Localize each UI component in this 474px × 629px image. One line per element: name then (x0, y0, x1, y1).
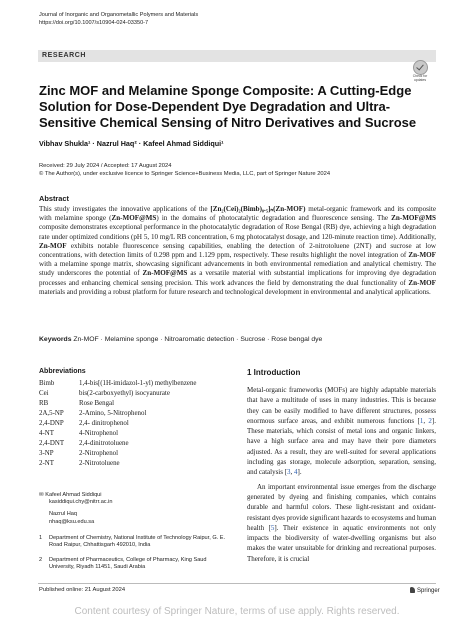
section-label: RESEARCH (42, 51, 87, 59)
affiliation-number: 2 (39, 557, 43, 563)
abbreviation-row (39, 419, 196, 429)
affiliation-text: Department of Pharmaceutics, College of Pharmacy, King Saud University, Riyadh 11451, Saudi Arabia (49, 557, 207, 571)
affiliation-2 (39, 557, 229, 571)
intro-text: An important environmental issue emerges from the discharge generated by dyeing and finishing companies, which contains durable and harmful colors. These light-resistant and oxidant-resistant dyes provide significant hazards to ecosystems and human health [ (247, 482, 436, 532)
intro-paragraph-1 (247, 385, 436, 478)
section-bar (38, 50, 436, 62)
composite-name: Zn-MOF@MS (111, 214, 157, 223)
introduction-body (247, 385, 436, 564)
corresponding-email[interactable]: kasiddiqui.chy@nitrr.ac.in (49, 499, 113, 506)
check-for-updates-badge[interactable] (408, 60, 432, 82)
abstract-part: with a melamine sponge matrix, showcasing significant advancements in both environmental remediation and analytical chemistry. The study underscores the potential of (39, 260, 436, 278)
abbreviation-term: 3-NP (39, 450, 54, 457)
abbreviation-definition: 2-Nitrotoluene (79, 460, 120, 467)
abbreviation-definition: 2-Amino, 5-Nitrophenol (79, 410, 147, 417)
received-accepted: Received: 29 July 2024 / Accepted: 17 August 2024 (39, 163, 172, 169)
mof-name: Zn-MOF (408, 278, 436, 287)
abbreviation-definition: bis(2-carboxyethyl) isocyanurate (79, 390, 170, 397)
abstract-part: composite demonstrates exceptional performance in the photocatalytic degradation of Rose Bengal (RB) dye, achieving a high degradation rate under optimized conditions (pH 5, 10 mg/L RB concentration, 6 mg photocatalyst dosage, and 120-minute reaction time). Additionally, (39, 223, 436, 241)
abbreviation-row (39, 389, 196, 399)
abbreviation-term: Bimb (39, 380, 55, 387)
abstract-part: exhibits notable fluorescence sensing capabilities, enabling the detection of 2-nitrotoluene (2NT) and sucrose at low concentrations, with detection limits of 0.298 ppm and 1.129 ppm, respectively. These results highlight the novel integration of (39, 241, 436, 260)
abbreviation-definition: 2-Nitrophenol (79, 450, 119, 457)
abbreviation-term: 2A,5-NP (39, 410, 64, 417)
abbreviation-row (39, 429, 196, 439)
article-dates (39, 162, 330, 178)
keywords-list: Zn-MOF · Melamine sponge · Nitroaromatic detection · Sucrose · Rose bengal dye (73, 336, 323, 343)
mof-formula: [Zn₂(Cei)₂(Bimb)₀.₅]ₙ(Zn-MOF) (210, 205, 306, 213)
abstract-part: as a versatile material with substantial implications for improving dye degradation processes and enhancing chemical sensing precision. This work advances the field by demonstrating the dual functionality of (39, 269, 436, 287)
article-title: Zinc MOF and Melamine Sponge Composite: A Cutting-Edge Solution for Dose-Dependent Dye Degradation and Ultra-Sensitive Chemical Sensing of Nitro Derivatives and Sucrose (39, 83, 417, 130)
citation-link[interactable]: 2 (428, 416, 432, 425)
abbreviation-definition: Rose Bengal (79, 400, 115, 407)
publisher-name: Springer (417, 588, 440, 594)
abstract-part: This study investigates the innovative applications of the (39, 205, 211, 213)
abbreviation-definition: 1,4-bis[(1H-imidazol-1-yl) methylbenzene (79, 380, 197, 387)
abbreviation-row (39, 459, 196, 469)
citation-link[interactable]: 5 (270, 523, 275, 532)
courtesy-watermark: Content courtesy of Springer Nature, terms of use apply. Rights reserved. (74, 606, 400, 617)
intro-text: , (290, 468, 295, 477)
abbreviation-row (39, 439, 196, 449)
abbreviation-term: RB (39, 400, 49, 407)
correspondence-block (39, 492, 113, 526)
composite-name: Zn-MOF@MS (391, 214, 436, 223)
introduction-heading: 1 Introduction (247, 368, 301, 377)
citation-link[interactable]: 3 (287, 468, 291, 477)
abstract-heading: Abstract (39, 194, 69, 203)
abbreviation-term: 2,4-DNT (39, 440, 65, 447)
corresponding-name: Kafeel Ahmad Siddiqui (45, 492, 102, 498)
abbreviations-heading: Abbreviations (39, 368, 86, 375)
author-list: Vibhav Shukla¹ · Nazrul Haq² · Kafeel Ahmad Siddiqui¹ (39, 139, 224, 148)
abbreviation-row (39, 399, 196, 409)
springer-horse-icon (410, 587, 415, 593)
affiliation-number: 1 (39, 535, 43, 541)
abbreviation-term: 2,4-DNP (39, 420, 64, 427)
abbreviation-definition: 2,4-dinitrotoluene (79, 440, 129, 447)
intro-text: , (423, 416, 429, 425)
affiliation-1 (39, 535, 229, 549)
abbreviations-table (39, 379, 196, 469)
intro-paragraph-2 (247, 482, 436, 564)
corresponding-author (39, 492, 113, 499)
keywords-line (39, 336, 436, 343)
mof-name: Zn-MOF (39, 241, 67, 250)
abbreviation-row (39, 449, 196, 459)
email-icon: ✉ (39, 492, 46, 498)
intro-text: ]. (297, 468, 302, 477)
citation-link[interactable]: 4 (294, 468, 298, 477)
abstract-text (39, 205, 436, 297)
intro-text: ]. These materials, which consist of metal ions and organic linkers, have a high surface area and may have their pore diameters adjusted. As a result, they are well-suited for several applications including gas storage, molecule adsorption, separation, sensing, and catalysis [ (247, 416, 437, 477)
abstract-part: materials and providing a robust platform for future research and technological development in environmental and analytical applications. (39, 287, 431, 296)
intro-text: Metal-organic frameworks (MOFs) are highly adaptable materials that have a multitude of uses in many industries. This is because they can be easily modified to have different structures, possess enormous surface areas, and exhibit numerous functions [ (247, 386, 436, 425)
coauthor-name: Nazrul Haq (49, 511, 77, 518)
copyright-line: © The Author(s), under exclusive licence to Springer Science+Business Media, LLC, part of Springer Nature 2024 (39, 171, 331, 177)
citation-link[interactable]: 1 (419, 416, 424, 425)
coauthor-email[interactable]: nhaq@ksu.edu.sa (49, 518, 95, 525)
journal-header (39, 12, 198, 27)
affiliation-text: Department of Chemistry, National Institute of Technology Raipur, G. E. Road Raipur, Chhattisgarh 492010, India (49, 535, 226, 549)
publisher-logo (410, 587, 440, 594)
keywords-label: Keywords (39, 336, 72, 343)
abbreviation-row (39, 409, 196, 419)
footer-divider (38, 583, 436, 584)
check-for-updates-label: Check for updates (412, 74, 428, 82)
published-online: Published online: 21 August 2024 (39, 587, 126, 593)
check-for-updates-icon (413, 60, 428, 75)
abbreviation-term: Cei (39, 390, 49, 397)
abbreviation-term: 4-NT (39, 430, 54, 437)
abbreviation-definition: 4-Nitrophenol (79, 430, 119, 437)
abbreviation-row (39, 379, 196, 389)
mof-name: Zn-MOF (408, 251, 436, 260)
intro-text: ]. Their existence in aquatic environments not only impacts the biodiversity of water-dwelling organisms but also makes the water unsuitable for drinking and recreational purposes. Therefore, it is crucial (247, 523, 436, 563)
doi-link[interactable]: https://doi.org/10.1007/s10904-024-03350-7 (39, 19, 149, 26)
composite-name: Zn-MOF@MS (142, 269, 188, 278)
abstract-part: metal-organic framework and its composite with melamine sponge ( (39, 205, 436, 223)
journal-name: Journal of Inorganic and Organometallic Polymers and Materials (39, 12, 199, 18)
abstract-part: ) in the domains of photocatalytic degradation and fluorescence sensing. The (156, 214, 392, 223)
abbreviation-term: 2-NT (39, 460, 54, 467)
abbreviation-definition: 2,4- dinitrophenol (79, 420, 129, 427)
